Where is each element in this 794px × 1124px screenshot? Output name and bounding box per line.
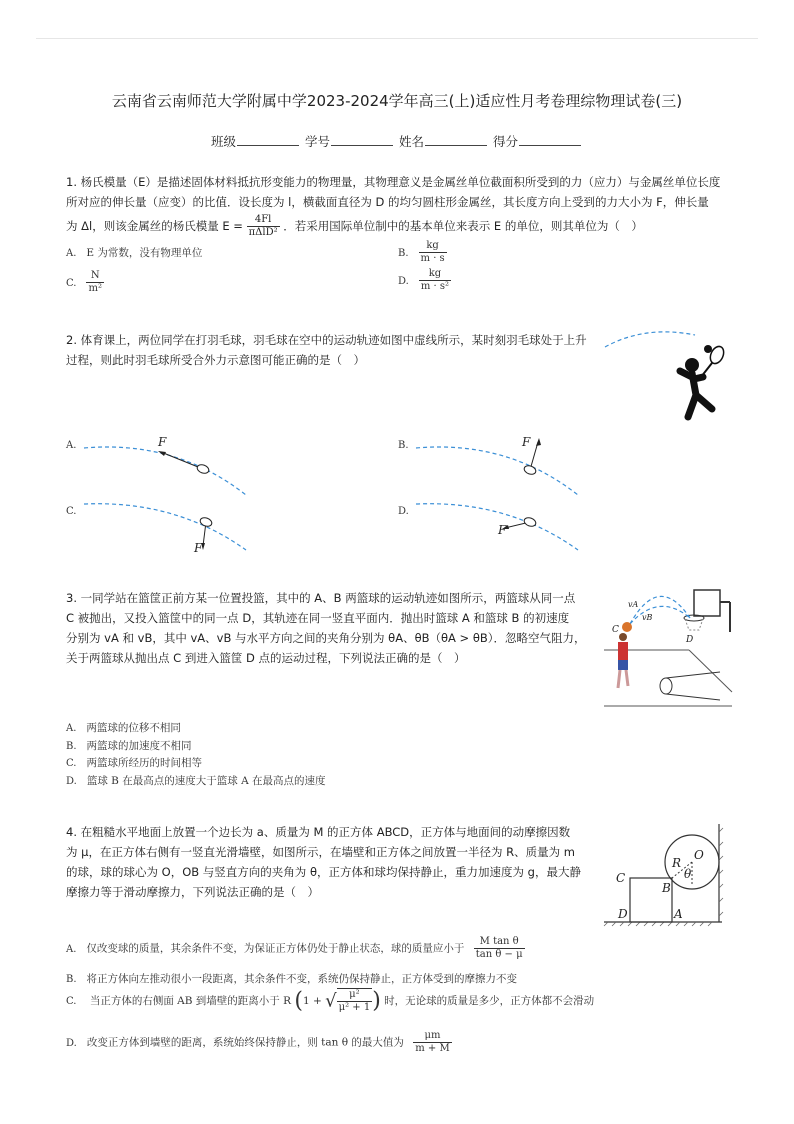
- q4-option-b[interactable]: B. 将正方体向左推动很小一段距离，其余条件不变，系统仍保持静止，正方体受到的摩擦力不变: [66, 973, 518, 985]
- q3-option-a[interactable]: A. 两篮球的位移不相同: [66, 722, 181, 734]
- svg-text:D: D: [686, 635, 694, 645]
- score-blank[interactable]: [519, 133, 581, 146]
- q2-option-b-figure[interactable]: [398, 430, 588, 500]
- q4-option-d[interactable]: D. 改变正方体到墙壁的距离，系统始终保持静止，则 tan θ 的最大值为 $\frac{\mu m}{m + M}$: [66, 1030, 450, 1054]
- question-1: [66, 172, 736, 239]
- q1-line-3: [66, 214, 736, 239]
- class-label: 班级: [210, 134, 236, 149]
- question-4: [66, 822, 596, 902]
- q1-line-1: 1. 杨氏模量（E）是描述固体材料抵抗形变能力的物理量，其物理意义是金属丝单位截面积所受到的力（应力）与金属丝单位长度: [66, 175, 721, 189]
- score-label: 得分: [492, 134, 518, 149]
- q2-option-d-figure[interactable]: [398, 500, 588, 560]
- q1-line-2: 所对应的伸长量（应变）的比值．设长度为 l，横截面直径为 D 的均匀圆柱形金属丝，其长度方向上受到的力大小为 F，伸长量: [66, 195, 709, 209]
- q3-option-c[interactable]: C. 两篮球所经历的时间相等: [66, 757, 202, 769]
- q4-line-3: 的球，球的球心为 O，OB 与竖直方向的夹角为 θ，正方体和球均保持静止，重力加速度为 g，最大静: [66, 865, 581, 879]
- svg-text:R: R: [672, 856, 682, 870]
- q1-option-b[interactable]: B. $\frac{kg}{m \cdot s}$: [398, 240, 445, 264]
- q3-line-4: 关于两篮球从抛出点 C 到进入篮筐 D 点的运动过程，下列说法正确的是（ ）: [66, 651, 466, 665]
- svg-text:F: F: [194, 541, 203, 555]
- q3-options: [66, 720, 326, 790]
- svg-text:C: C: [616, 871, 626, 885]
- q4-option-a[interactable]: A. 仅改变球的质量，其余条件不变，为保证正方体仍处于静止状态，球的质量应小于 $\frac{\text{M tan θ}}{\text{tan θ − μ}}$: [66, 936, 523, 960]
- q3-option-d[interactable]: D. 篮球 B 在最高点的速度大于篮球 A 在最高点的速度: [66, 774, 326, 787]
- q2-option-a-figure[interactable]: [66, 430, 256, 500]
- exam-title: 云南省云南师范大学附属中学2023-2024学年高三(上)适应性月考卷理综物理试卷(三): [111, 92, 683, 110]
- q3-option-b[interactable]: B. 两篮球的加速度不相同: [66, 739, 192, 752]
- badminton-player-figure: [600, 325, 740, 425]
- question-3: [66, 588, 606, 668]
- q3-line-1: 3. 一同学站在篮筐正前方某一位置投篮，其中的 A、B 两篮球的运动轨迹如图所示，两篮球从同一点: [66, 591, 576, 605]
- svg-text:F: F: [158, 435, 167, 449]
- q4-line-4: 摩擦力等于滑动摩擦力，下列说法正确的是（ ）: [66, 885, 319, 899]
- q4-option-c[interactable]: C. 当正方体的右侧面 AB 到墙壁的距离小于 R (1 + √ $\frac{\text{μ²}}{\text{μ² + 1}}$ ) 时，无论球的质量是多少，正方体都不会滑动: [66, 988, 595, 1014]
- svg-text:A: A: [674, 907, 683, 921]
- q1-option-d[interactable]: D. $\frac{kg}{\text{m · s²}}$: [398, 268, 450, 292]
- class-blank[interactable]: [237, 133, 299, 146]
- cube-sphere-figure: [604, 822, 729, 930]
- q1-line-3a: 为 Δl，则该金属丝的杨氏模量 E =: [66, 219, 243, 233]
- student-info-line: [0, 132, 794, 150]
- q2-line-2: 过程，则此时羽毛球所受合外力示意图可能正确的是（ ）: [66, 353, 365, 367]
- header-divider: [36, 38, 758, 39]
- svg-text:O: O: [694, 848, 704, 862]
- svg-text:C: C: [612, 625, 619, 635]
- q1-line-3b: ．若采用国际单位制中的基本单位来表示 E 的单位，则其单位为（ ）: [283, 219, 643, 233]
- q1-option-c[interactable]: C. $\frac{N}{\text{m²}}$: [66, 270, 102, 294]
- svg-text:C.: C.: [66, 506, 77, 517]
- name-blank[interactable]: [425, 133, 487, 146]
- svg-text:F: F: [498, 523, 507, 537]
- question-2: [66, 330, 596, 370]
- name-label: 姓名: [398, 134, 424, 149]
- youngs-modulus-formula: $\frac{4Fl}{\text{πΔlD²}}$: [248, 214, 278, 238]
- q2-line-1: 2. 体育课上，两位同学在打羽毛球，羽毛球在空中的运动轨迹如图中虚线所示，某时刻羽毛球处于上升: [66, 333, 587, 347]
- q3-line-3: 分别为 vA 和 vB，其中 vA、vB 与水平方向之间的夹角分别为 θA、θB（θA > θB）．忽略空气阻力，: [66, 631, 586, 645]
- q4-line-2: 为 μ，在正方体右侧有一竖直光滑墙壁，如图所示，在墙壁和正方体之间放置一半径为 R、质量为 m: [66, 845, 575, 859]
- q4-line-1: 4. 在粗糙水平地面上放置一个边长为 a、质量为 M 的正方体 ABCD，正方体与地面间的动摩擦因数: [66, 825, 571, 839]
- svg-text:vB: vB: [642, 613, 653, 622]
- svg-text:D.: D.: [398, 506, 409, 517]
- svg-text:B: B: [662, 881, 671, 895]
- q3-line-2: C 被抛出，又投入篮筐中的同一点 D，其轨迹在同一竖直平面内．抛出时篮球 A 和篮球 B 的初速度: [66, 611, 570, 625]
- svg-text:vA: vA: [628, 600, 639, 609]
- svg-text:θ: θ: [684, 867, 692, 881]
- svg-text:D: D: [618, 907, 628, 921]
- svg-text:A.: A.: [66, 440, 77, 451]
- id-label: 学号: [304, 134, 330, 149]
- q2-option-c-figure[interactable]: [66, 500, 256, 560]
- id-blank[interactable]: [331, 133, 393, 146]
- svg-text:B.: B.: [398, 440, 409, 451]
- q1-option-a[interactable]: A. E 为常数，没有物理单位: [66, 247, 203, 259]
- basketball-figure: [604, 582, 734, 710]
- svg-text:F: F: [522, 435, 531, 449]
